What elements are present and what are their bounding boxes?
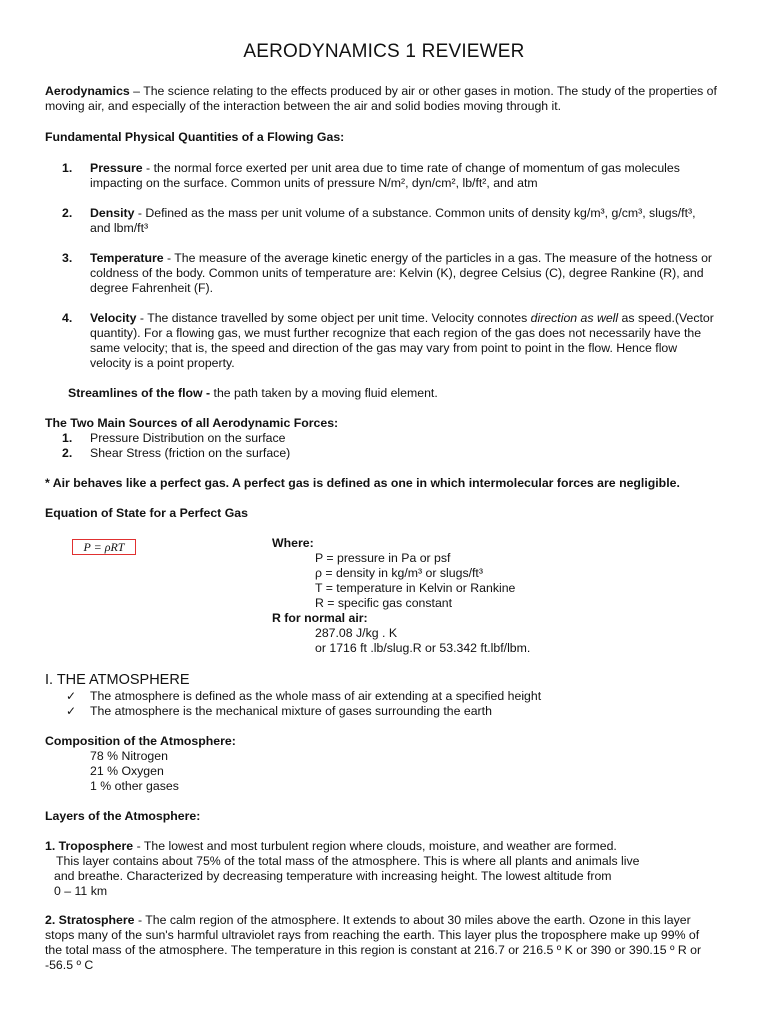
pressure-term: Pressure [90,161,143,175]
composition-heading: Composition of the Atmosphere: [45,734,236,748]
aerodynamics-term: Aerodynamics [45,84,130,98]
item-number: 1. [62,161,73,175]
state-equation-formula: P = ρRT [72,539,136,555]
check-icon: ✓ [66,704,77,718]
layer-text: This layer contains about 75% of the total mass of the atmosphere. This is where all plants and animals live [56,854,640,868]
item-text: velocity is a point property. [90,356,235,370]
aerodynamics-definition [45,84,725,114]
where-line: ρ = density in kg/m³ or slugs/ft³ [315,566,483,580]
streamlines-text: the path taken by a moving fluid element. [213,386,438,400]
item-text: - the normal force exerted per unit area due to time rate of change of momentum of gas molecules [142,161,680,175]
document-title: AERODYNAMICS 1 REVIEWER [243,41,525,62]
stratosphere-term: 2. Stratosphere [45,913,135,927]
density-item [90,206,730,236]
r-air-line: 287.08 J/kg . K [315,626,398,640]
atmosphere-check-item: The atmosphere is the mechanical mixture of gases surrounding the earth [90,704,492,718]
item-text: - The distance travelled by some object per unit time. Velocity connotes [136,311,531,325]
perfect-gas-note: * Air behaves like a perfect gas. A perfect gas is defined as one in which intermolecular forces are negligible. [45,476,680,490]
stratosphere-section [45,913,725,973]
check-icon: ✓ [66,689,77,703]
item-number: 4. [62,311,73,325]
item-number: 1. [62,431,73,445]
source-item: Pressure Distribution on the surface [90,431,286,445]
item-text: degree Fahrenheit (F). [90,281,214,295]
fundamental-heading: Fundamental Physical Quantities of a Flowing Gas: [45,130,345,144]
temperature-term: Temperature [90,251,164,265]
density-term: Density [90,206,135,220]
item-number: 2. [62,446,73,460]
equation-heading: Equation of State for a Perfect Gas [45,506,248,520]
where-line: R = specific gas constant [315,596,453,610]
layer-text: and breathe. Characterized by decreasing temperature with increasing height. The lowest altitude from [54,869,612,883]
where-label: Where: [272,536,314,550]
source-item: Shear Stress (friction on the surface) [90,446,291,460]
item-text: impacting on the surface. Common units of pressure N/m², dyn/cm², lb/ft², and atm [90,176,538,190]
definition-line-1: – The science relating to the effects produced by air or other gases in motion. The study of the properties of [129,84,717,98]
atmosphere-check-item: The atmosphere is defined as the whole mass of air extending at a specified height [90,689,542,703]
composition-item: 1 % other gases [90,779,179,793]
troposphere-term: 1. Troposphere [45,839,134,853]
where-line: P = pressure in Pa or psf [315,551,451,565]
item-text: and lbm/ft³ [90,221,149,235]
layer-text: -56.5 º C [45,958,94,972]
layer-text: the total mass of the atmosphere. The temperature in this region is constant at 216.7 or 216.5 º K or 390 or 390.15 º R or [45,943,702,957]
item-text: coldness of the body. Common units of temperature are: Kelvin (K), degree Celsius (C), degree Rankine (R), and [90,266,704,280]
item-number: 3. [62,251,73,265]
atmosphere-heading: I. THE ATMOSPHERE [45,672,190,688]
streamlines-term: Streamlines of the flow - [68,386,214,400]
item-text: as speed.(Vector [618,311,714,325]
composition-item: 21 % Oxygen [90,764,164,778]
pressure-item [90,161,730,191]
item-number: 2. [62,206,73,220]
italic-phrase: direction as well [530,311,619,325]
layer-text: 0 – 11 km [54,884,108,898]
streamlines-definition [68,386,438,401]
temperature-item [90,251,730,296]
r-air-line: or 1716 ft .lb/slug.R or 53.342 ft.lbf/lbm. [315,641,531,655]
layer-text: stops many of the sun's harmful ultraviolet rays from reaching the earth. This layer plus the troposphere make up 99% of [45,928,700,942]
layer-text: - The lowest and most turbulent region where clouds, moisture, and weather are formed. [133,839,617,853]
troposphere-section [45,839,725,899]
layer-text: - The calm region of the atmosphere. It extends to about 30 miles above the earth. Ozone in this layer [134,913,691,927]
definition-line-2: moving air, and especially of the interaction between the air and solid bodies moving through it. [45,99,562,113]
velocity-term: Velocity [90,311,137,325]
item-text: - Defined as the mass per unit volume of a substance. Common units of density kg/m³, g/cm³, slugs/ft³, [134,206,696,220]
sources-heading: The Two Main Sources of all Aerodynamic Forces: [45,416,339,430]
velocity-item [90,311,730,371]
composition-item: 78 % Nitrogen [90,749,168,763]
item-text: quantity). For a flowing gas, we must further recognize that each region of the gas does not necessarily have the [90,326,702,340]
where-line: T = temperature in Kelvin or Rankine [315,581,516,595]
layers-heading: Layers of the Atmosphere: [45,809,201,823]
item-text: - The measure of the average kinetic energy of the particles in a gas. The measure of the hotness or [163,251,713,265]
item-text: same velocity; that is, the speed and direction of the gas may vary from point to point in the flow. Hence flow [90,341,678,355]
r-air-label: R for normal air: [272,611,368,625]
